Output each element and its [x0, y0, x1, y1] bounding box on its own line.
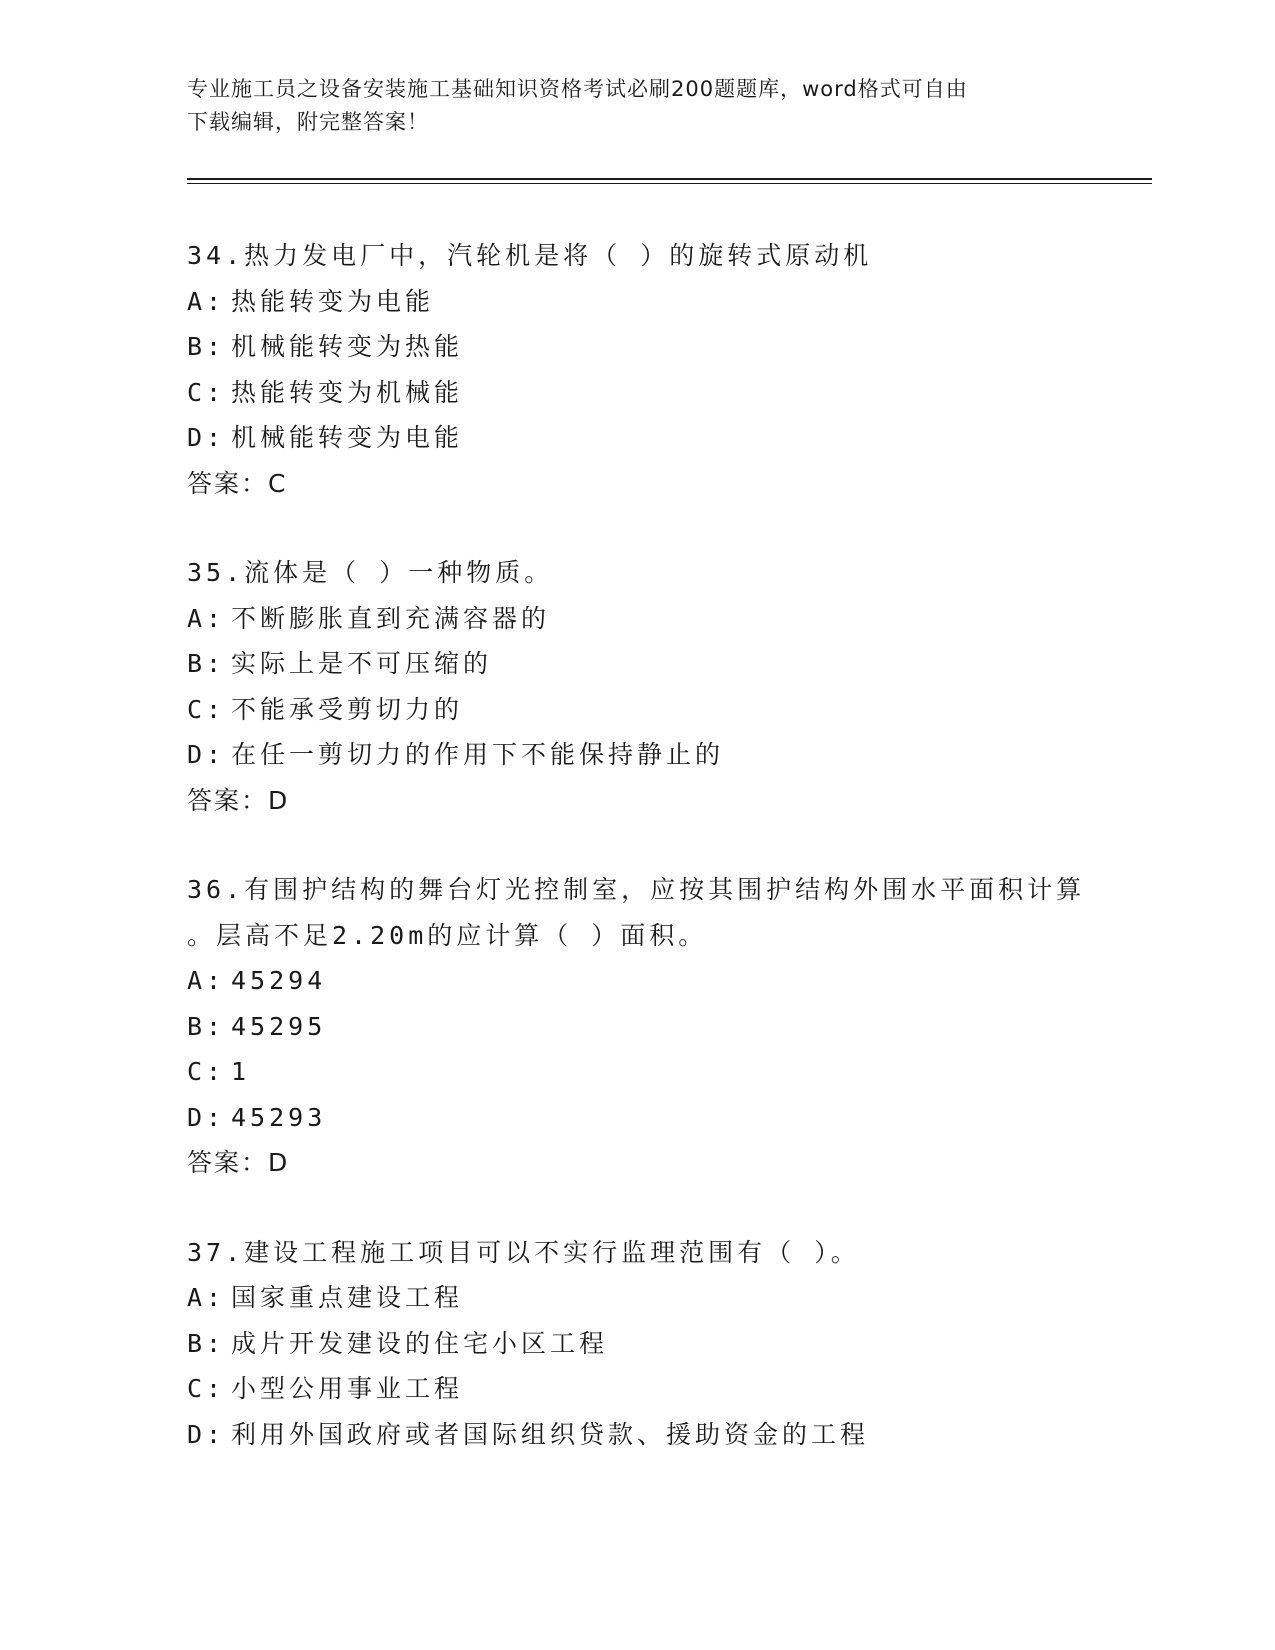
- option-key: A:: [187, 603, 226, 633]
- answer-line: 答案：C: [187, 468, 288, 498]
- document-header: [187, 73, 1067, 139]
- question-34: [187, 233, 1147, 506]
- option-key: B:: [187, 1328, 226, 1358]
- header-divider-thin: [187, 183, 1152, 184]
- question-number: 37.: [187, 1237, 245, 1267]
- question-text: 热力发电厂中，汽轮机是将（ ）的旋转式原动机: [244, 241, 873, 270]
- option-key: A:: [187, 1283, 226, 1312]
- option-text: 机械能转变为热能: [231, 332, 464, 361]
- option-text: 成片开发建设的住宅小区工程: [231, 1328, 609, 1358]
- question-stem: [187, 867, 1087, 913]
- option-d: [187, 732, 1147, 778]
- option-text: 不能承受剪切力的: [231, 694, 464, 724]
- question-stem: [187, 1230, 1087, 1276]
- question-list: [187, 233, 1147, 1501]
- question-36: [187, 867, 1147, 1186]
- option-key: B:: [187, 649, 226, 678]
- option-key: A:: [187, 286, 226, 316]
- option-key: D:: [187, 1419, 226, 1449]
- question-stem: [187, 233, 1087, 279]
- option-d: [187, 1412, 1147, 1458]
- option-a: [187, 1275, 1147, 1321]
- option-key: C:: [187, 1057, 226, 1086]
- option-text: 热能转变为机械能: [231, 377, 464, 407]
- option-a: [187, 279, 1147, 325]
- option-d: [187, 1095, 1147, 1141]
- question-number: 34.: [187, 241, 245, 270]
- option-a: [187, 596, 1147, 642]
- option-key: D:: [187, 423, 226, 452]
- option-text: 在任一剪切力的作用下不能保持静止的: [231, 740, 725, 769]
- option-text: 热能转变为电能: [231, 286, 435, 316]
- option-text: 1: [231, 1057, 251, 1086]
- option-key: C:: [187, 1374, 226, 1403]
- option-c: [187, 687, 1147, 733]
- option-text: 45294: [231, 966, 327, 995]
- option-a: [187, 958, 1147, 1004]
- option-text: 不断膨胀直到充满容器的: [231, 603, 551, 633]
- question-stem: [187, 550, 1087, 596]
- option-key: C:: [187, 694, 226, 724]
- option-b: [187, 324, 1147, 370]
- answer-line: 答案：D: [187, 785, 290, 815]
- option-text: 利用外国政府或者国际组织贷款、援助资金的工程: [231, 1419, 870, 1449]
- option-key: D:: [187, 1102, 226, 1132]
- question-text: 流体是（ ）一种物质。: [244, 558, 554, 587]
- option-key: D:: [187, 740, 226, 769]
- option-text: 45295: [231, 1011, 327, 1041]
- option-text: 45293: [231, 1102, 327, 1132]
- option-key: B:: [187, 332, 226, 361]
- option-key: C:: [187, 377, 226, 407]
- header-divider-thick: [187, 178, 1152, 180]
- option-text: 国家重点建设工程: [231, 1283, 464, 1312]
- option-b: [187, 1004, 1147, 1050]
- option-b: [187, 1321, 1147, 1367]
- question-stem-continued: 。层高不足2.20m的应计算（ ）面积。: [187, 920, 708, 950]
- answer-line: 答案：D: [187, 1148, 290, 1177]
- option-c: [187, 370, 1147, 416]
- option-key: B:: [187, 1011, 226, 1041]
- option-d: [187, 415, 1147, 461]
- question-text: 有围护结构的舞台灯光控制室，应按其围护结构外围水平面积计算: [244, 875, 1086, 904]
- option-key: A:: [187, 966, 226, 995]
- question-35: [187, 550, 1147, 823]
- header-line-2: 下载编辑，附完整答案！: [187, 110, 429, 134]
- option-c: [187, 1049, 1147, 1095]
- question-number: 35.: [187, 558, 245, 587]
- option-text: 小型公用事业工程: [231, 1374, 464, 1403]
- option-b: [187, 641, 1147, 687]
- option-text: 机械能转变为电能: [231, 423, 464, 452]
- header-line-1: 专业施工员之设备安装施工基础知识资格考试必刷200题题库，word格式可自由: [187, 77, 968, 101]
- option-c: [187, 1366, 1147, 1412]
- question-number: 36.: [187, 875, 245, 904]
- option-text: 实际上是不可压缩的: [231, 649, 493, 678]
- question-37: [187, 1230, 1147, 1458]
- question-text: 建设工程施工项目可以不实行监理范围有（ ）。: [244, 1237, 860, 1267]
